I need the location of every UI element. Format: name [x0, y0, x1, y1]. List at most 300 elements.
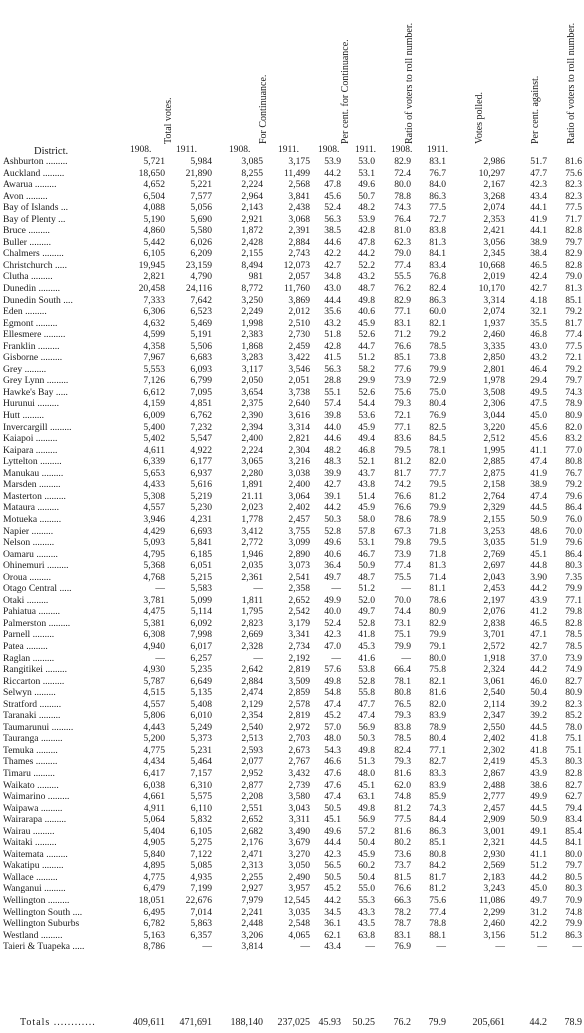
- cell-ratio-1908: 83.1: [394, 929, 411, 941]
- total-total-1911: 471,691: [179, 1017, 212, 1028]
- cell-total-1911: —: [202, 941, 212, 953]
- district-name: Wairau .........: [3, 825, 55, 837]
- cell-ratio-1908: 76.4: [394, 213, 411, 225]
- cell-pct-against: 43.0: [530, 340, 547, 352]
- cell-cont-1908: 1,778: [241, 513, 263, 525]
- district-name: Palmerston .........: [3, 617, 71, 629]
- cell-votes-polled: 3,156: [483, 929, 505, 941]
- cell-ratio-1908: 75.1: [394, 629, 411, 641]
- cell-votes-polled: 3,220: [483, 421, 505, 433]
- cell-votes-polled: 2,321: [483, 837, 505, 849]
- cell-ratio-1911: 74.3: [429, 802, 446, 814]
- cell-ratio-1911: 77.5: [429, 202, 446, 214]
- table-body: [0, 156, 584, 953]
- cell-pct-against: 48.6: [530, 525, 547, 537]
- cell-ratio-against: 83.4: [565, 814, 582, 826]
- cell-total-1911: 5,235: [190, 664, 212, 676]
- cell-total-1911: 4,935: [190, 871, 212, 883]
- cell-pct-against: 43.9: [530, 767, 547, 779]
- district-name: Marsden .........: [3, 479, 61, 491]
- cell-cont-1911: 2,490: [288, 871, 310, 883]
- cell-ratio-against: 78.5: [565, 640, 582, 652]
- cell-cont-1908: 2,513: [241, 733, 263, 745]
- cell-ratio-1911: 78.9: [429, 721, 446, 733]
- cell-pct-1911: 55.8: [358, 687, 375, 699]
- district-name: Dunedin South ....: [3, 294, 73, 306]
- cell-pct-1911: 46.8: [358, 444, 375, 456]
- cell-pct-1908: 44.2: [324, 167, 341, 179]
- cell-total-1911: 23,159: [185, 259, 212, 271]
- cell-pct-1911: 49.4: [358, 433, 375, 445]
- cell-cont-1908: 2,927: [241, 883, 263, 895]
- cell-total-1908: 6,479: [143, 883, 165, 895]
- cell-ratio-1908: 73.1: [394, 617, 411, 629]
- cell-ratio-1911: 75.0: [429, 386, 446, 398]
- year-total-1908: 1908.: [130, 145, 152, 155]
- cell-pct-1911: 58.2: [358, 363, 375, 375]
- cell-pct-1911: 53.1: [358, 537, 375, 549]
- cell-total-1908: 4,895: [143, 860, 165, 872]
- cell-ratio-1908: 75.6: [394, 386, 411, 398]
- cell-ratio-1908: 77.4: [394, 560, 411, 572]
- cell-ratio-1911: 75.6: [429, 895, 446, 906]
- cell-pct-1911: 50.7: [358, 190, 375, 202]
- cell-cont-1908: 2,023: [241, 502, 263, 514]
- cell-pct-1911: 47.4: [358, 710, 375, 722]
- cell-ratio-1911: 79.2: [429, 329, 446, 341]
- cell-total-1911: 7,199: [190, 883, 212, 895]
- cell-pct-1908: 47.0: [324, 640, 341, 652]
- cell-pct-1911: 44.2: [358, 248, 375, 260]
- cell-total-1911: 5,580: [190, 225, 212, 237]
- header-votes-polled: Votes polled.: [474, 91, 485, 144]
- cell-total-1911: 6,799: [190, 375, 212, 387]
- cell-cont-1911: 2,821: [288, 433, 310, 445]
- table-row: [0, 595, 584, 607]
- cell-pct-against: 46.4: [530, 363, 547, 375]
- cell-ratio-against: 79.9: [565, 583, 582, 595]
- cell-pct-1911: 52.2: [358, 259, 375, 271]
- cell-pct-1911: 45.9: [358, 421, 375, 433]
- cell-cont-1908: 2,390: [241, 410, 263, 422]
- cell-total-1911: 6,357: [190, 929, 212, 941]
- district-name: Taumarunui .........: [3, 721, 74, 733]
- cell-ratio-1911: 84.5: [429, 433, 446, 445]
- cell-ratio-1911: 82.0: [429, 698, 446, 710]
- cell-total-1911: 6,257: [190, 652, 212, 664]
- cell-pct-against: 45.0: [530, 410, 547, 422]
- cell-votes-polled: 2,764: [483, 490, 505, 502]
- cell-votes-polled: 2,850: [483, 352, 505, 364]
- cell-ratio-against: 82.8: [565, 767, 582, 779]
- cell-ratio-1908: 74.2: [394, 479, 411, 491]
- cell-votes-polled: 3,056: [483, 236, 505, 248]
- cell-ratio-1908: 74.3: [394, 202, 411, 214]
- cell-ratio-against: 74.9: [565, 664, 582, 676]
- cell-pct-against: 43.9: [530, 594, 547, 606]
- cell-votes-polled: 2,838: [483, 617, 505, 629]
- cell-pct-against: 49.9: [530, 791, 547, 803]
- table-row: [0, 341, 584, 353]
- cell-cont-1911: 2,568: [288, 179, 310, 191]
- cell-pct-against: 49.7: [530, 895, 547, 906]
- cell-cont-1911: 2,819: [288, 710, 310, 722]
- cell-cont-1908: 2,361: [241, 571, 263, 583]
- cell-total-1908: 4,557: [143, 698, 165, 710]
- cell-ratio-1908: 75.5: [394, 571, 411, 583]
- cell-pct-1908: 34.8: [324, 271, 341, 283]
- cell-cont-1911: 3,073: [288, 560, 310, 572]
- cell-ratio-1908: 71.2: [394, 329, 411, 341]
- cell-pct-1908: 44.4: [324, 837, 341, 849]
- cell-total-1908: 4,652: [143, 179, 165, 191]
- cell-total-1911: 7,232: [190, 421, 212, 433]
- cell-votes-polled: 1,918: [483, 652, 505, 664]
- cell-votes-polled: 2,324: [483, 664, 505, 676]
- table-row: [0, 445, 584, 457]
- cell-ratio-1911: 84.2: [429, 860, 446, 872]
- cell-pct-1911: 57.2: [358, 825, 375, 837]
- cell-cont-1908: 2,313: [241, 860, 263, 872]
- cell-votes-polled: 2,158: [483, 479, 505, 491]
- district-name: Awarua .........: [3, 179, 57, 191]
- cell-pct-1908: 44.4: [324, 294, 341, 306]
- district-name: Kaipara .........: [3, 444, 58, 456]
- table-row: [0, 826, 584, 838]
- cell-total-1908: 5,200: [143, 733, 165, 745]
- cell-total-1908: 5,163: [143, 929, 165, 941]
- cell-cont-1911: 3,755: [288, 525, 310, 537]
- table-row: [0, 248, 584, 260]
- cell-ratio-1911: 78.1: [429, 444, 446, 456]
- cell-cont-1911: 2,972: [288, 721, 310, 733]
- district-name: Hawke's Bay .....: [3, 386, 68, 398]
- cell-pct-against: 3.90: [530, 571, 547, 583]
- cell-total-1911: 5,690: [190, 213, 212, 225]
- cell-total-1908: 4,632: [143, 317, 165, 329]
- cell-pct-1908: 55.1: [324, 386, 341, 398]
- cell-pct-1911: 50.9: [358, 560, 375, 572]
- cell-ratio-1911: 83.8: [429, 225, 446, 237]
- cell-pct-1911: 48.7: [358, 571, 375, 583]
- district-name: Oamaru .........: [3, 548, 58, 560]
- district-name: Parnell .........: [3, 629, 55, 641]
- cell-pct-1908: 57.0: [324, 721, 341, 733]
- cell-cont-1911: 3,314: [288, 421, 310, 433]
- cell-cont-1908: —: [253, 652, 263, 664]
- cell-ratio-1911: 84.0: [429, 179, 446, 191]
- cell-ratio-1911: 80.9: [429, 606, 446, 618]
- cell-pct-against: 43.2: [530, 352, 547, 364]
- cell-ratio-against: 70.9: [565, 895, 582, 906]
- cell-cont-1911: 2,652: [288, 594, 310, 606]
- cell-cont-1908: 1,868: [241, 340, 263, 352]
- cell-pct-against: 44.5: [530, 721, 547, 733]
- table-row: [0, 526, 584, 538]
- cell-cont-1908: 2,551: [241, 802, 263, 814]
- district-name: Riccarton .........: [3, 675, 65, 687]
- cell-votes-polled: 3,314: [483, 294, 505, 306]
- cell-votes-polled: 2,167: [483, 179, 505, 191]
- cell-pct-1911: 60.2: [358, 860, 375, 872]
- cell-pct-1908: 47.6: [324, 779, 341, 791]
- cell-total-1911: 22,676: [185, 895, 212, 906]
- cell-pct-1908: 51.8: [324, 329, 341, 341]
- table-row: [0, 387, 584, 399]
- cell-ratio-against: 82.3: [565, 190, 582, 202]
- cell-ratio-against: 80.5: [565, 871, 582, 883]
- cell-cont-1908: 2,129: [241, 698, 263, 710]
- cell-total-1908: 6,782: [143, 918, 165, 930]
- cell-total-1911: 5,373: [190, 733, 212, 745]
- cell-total-1908: 4,775: [143, 744, 165, 756]
- table-row: [0, 629, 584, 641]
- cell-pct-1911: 50.4: [358, 871, 375, 883]
- cell-pct-1908: —: [331, 652, 341, 664]
- cell-ratio-1911: 82.1: [429, 675, 446, 687]
- cell-votes-polled: 10,170: [478, 283, 505, 295]
- cell-total-1911: 5,230: [190, 502, 212, 514]
- cell-ratio-1911: 85.1: [429, 837, 446, 849]
- cell-ratio-against: —: [572, 941, 582, 953]
- cell-pct-1908: 56.3: [324, 363, 341, 375]
- cell-pct-1911: 43.5: [358, 918, 375, 930]
- cell-total-1908: 5,368: [143, 560, 165, 572]
- cell-votes-polled: 3,035: [483, 537, 505, 549]
- cell-pct-1911: 51.3: [358, 756, 375, 768]
- table-row: [0, 883, 584, 895]
- cell-ratio-against: 82.3: [565, 179, 582, 191]
- cell-votes-polled: 3,243: [483, 883, 505, 895]
- cell-total-1908: 4,930: [143, 664, 165, 676]
- cell-pct-1911: 45.9: [358, 502, 375, 514]
- cell-ratio-1911: 76.8: [429, 271, 446, 283]
- district-name: Nelson .........: [3, 537, 55, 549]
- cell-pct-1908: 47.6: [324, 767, 341, 779]
- cell-cont-1911: 2,859: [288, 687, 310, 699]
- cell-cont-1908: 2,176: [241, 837, 263, 849]
- cell-ratio-against: 82.8: [565, 617, 582, 629]
- cell-pct-against: 38.4: [530, 248, 547, 260]
- cell-votes-polled: 2,402: [483, 733, 505, 745]
- cell-pct-against: 45.3: [530, 756, 547, 768]
- district-name: Avon .........: [3, 190, 48, 202]
- cell-votes-polled: 2,930: [483, 848, 505, 860]
- cell-total-1911: 7,014: [190, 906, 212, 918]
- cell-ratio-1908: 78.7: [394, 918, 411, 930]
- cell-pct-1911: 53.1: [358, 167, 375, 179]
- cell-ratio-against: 78.5: [565, 629, 582, 641]
- cell-pct-1908: 56.3: [324, 213, 341, 225]
- cell-total-1908: 5,190: [143, 213, 165, 225]
- table-row: [0, 710, 584, 722]
- cell-total-1908: 18,051: [138, 895, 165, 906]
- cell-ratio-1908: 77.4: [394, 259, 411, 271]
- cell-pct-against: 42.3: [530, 179, 547, 191]
- cell-pct-against: 39.2: [530, 710, 547, 722]
- cell-pct-against: 47.1: [530, 629, 547, 641]
- cell-ratio-1911: 81.3: [429, 236, 446, 248]
- cell-ratio-1911: 86.3: [429, 825, 446, 837]
- cell-ratio-1908: 85.1: [394, 352, 411, 364]
- cell-pct-against: 41.9: [530, 467, 547, 479]
- district-name: Thames .........: [3, 756, 58, 768]
- cell-cont-1911: 3,038: [288, 467, 310, 479]
- total-cont-1908: 188,140: [230, 1017, 263, 1028]
- cell-total-1908: —: [155, 652, 165, 664]
- cell-total-1908: 6,308: [143, 629, 165, 641]
- cell-ratio-1908: 76.9: [394, 941, 411, 953]
- cell-ratio-1908: 62.3: [394, 236, 411, 248]
- table-row: [0, 375, 584, 387]
- cell-pct-1908: 47.4: [324, 791, 341, 803]
- cell-votes-polled: 2,076: [483, 606, 505, 618]
- cell-cont-1911: 3,432: [288, 767, 310, 779]
- cell-cont-1908: 2,474: [241, 687, 263, 699]
- cell-cont-1911: 2,548: [288, 918, 310, 930]
- cell-cont-1908: —: [253, 583, 263, 595]
- cell-total-1911: 5,191: [190, 329, 212, 341]
- total-votes-polled: 205,661: [472, 1017, 505, 1028]
- cell-votes-polled: 2,074: [483, 306, 505, 318]
- cell-total-1911: 5,219: [190, 490, 212, 502]
- cell-total-1908: 5,400: [143, 421, 165, 433]
- cell-cont-1908: 2,208: [241, 791, 263, 803]
- cell-ratio-1908: 82.9: [394, 156, 411, 167]
- table-row: [0, 433, 584, 445]
- cell-pct-against: 44.8: [530, 560, 547, 572]
- cell-ratio-1908: 78.6: [394, 513, 411, 525]
- cell-total-1908: 8,786: [143, 941, 165, 953]
- cell-cont-1911: 2,734: [288, 640, 310, 652]
- cell-cont-1911: 2,438: [288, 202, 310, 214]
- cell-ratio-1908: 77.1: [394, 306, 411, 318]
- cell-ratio-1911: 88.1: [429, 929, 446, 941]
- cell-pct-1908: 50.5: [324, 871, 341, 883]
- district-name: Rangitikei .........: [3, 664, 67, 676]
- district-name: Buller .........: [3, 236, 51, 248]
- cell-total-1911: 5,221: [190, 179, 212, 191]
- cell-pct-1908: 45.1: [324, 814, 341, 826]
- cell-pct-1908: 39.8: [324, 410, 341, 422]
- cell-pct-1911: 45.1: [358, 779, 375, 791]
- table-row: [0, 664, 584, 676]
- cell-cont-1908: 8,772: [241, 283, 263, 295]
- cell-pct-1908: 50.3: [324, 513, 341, 525]
- cell-ratio-1911: 81.7: [429, 871, 446, 883]
- district-name: Dunedin .........: [3, 283, 61, 295]
- district-name: Taieri & Tuapeka .....: [3, 941, 85, 953]
- cell-pct-1911: 41.8: [358, 629, 375, 641]
- cell-pct-against: 50.9: [530, 814, 547, 826]
- cell-cont-1911: 2,767: [288, 756, 310, 768]
- cell-pct-against: 45.1: [530, 548, 547, 560]
- cell-total-1911: 5,547: [190, 433, 212, 445]
- cell-cont-1908: 2,328: [241, 640, 263, 652]
- table-row: [0, 676, 584, 688]
- cell-pct-against: 42.2: [530, 918, 547, 930]
- district-name: Timaru .........: [3, 767, 55, 779]
- cell-votes-polled: 11,086: [478, 895, 505, 906]
- table-row: [0, 364, 584, 376]
- cell-pct-1911: 49.8: [358, 744, 375, 756]
- cell-ratio-against: 79.8: [565, 606, 582, 618]
- cell-votes-polled: 2,697: [483, 560, 505, 572]
- cell-pct-1911: 40.6: [358, 306, 375, 318]
- cell-cont-1908: 2,035: [241, 560, 263, 572]
- cell-cont-1908: 2,593: [241, 744, 263, 756]
- cell-pct-1908: 44.2: [324, 895, 341, 906]
- table-row: [0, 295, 584, 307]
- cell-pct-1908: 48.2: [324, 444, 341, 456]
- cell-total-1911: 6,185: [190, 548, 212, 560]
- cell-pct-1911: 43.7: [358, 467, 375, 479]
- cell-ratio-1911: 81.2: [429, 883, 446, 895]
- district-name: Eden .........: [3, 306, 47, 318]
- cell-cont-1908: 1,795: [241, 606, 263, 618]
- cell-total-1908: 3,946: [143, 513, 165, 525]
- cell-total-1911: 5,464: [190, 756, 212, 768]
- total-pct-1908: 45.93: [318, 1017, 341, 1028]
- cell-pct-1908: 52.8: [324, 525, 341, 537]
- cell-pct-1911: 45.9: [358, 848, 375, 860]
- cell-cont-1911: 2,730: [288, 329, 310, 341]
- cell-pct-1911: —: [365, 941, 375, 953]
- cell-total-1911: 5,506: [190, 340, 212, 352]
- cell-total-1911: 5,249: [190, 721, 212, 733]
- cell-cont-1911: 2,051: [288, 375, 310, 387]
- cell-ratio-1911: 72.7: [429, 213, 446, 225]
- cell-pct-1908: 49.9: [324, 594, 341, 606]
- cell-pct-1911: 56.9: [358, 721, 375, 733]
- cell-pct-1908: 39.1: [324, 490, 341, 502]
- cell-ratio-against: 82.9: [565, 248, 582, 260]
- cell-ratio-1911: 82.9: [429, 617, 446, 629]
- cell-ratio-against: 79.0: [565, 271, 582, 283]
- cell-pct-1908: 45.2: [324, 883, 341, 895]
- cell-ratio-1911: 71.8: [429, 525, 446, 537]
- cell-total-1908: 7,967: [143, 352, 165, 364]
- cell-pct-against: 47.4: [530, 490, 547, 502]
- cell-pct-1908: 36.1: [324, 918, 341, 930]
- cell-cont-1911: 3,175: [288, 156, 310, 167]
- cell-pct-against: 42.7: [530, 640, 547, 652]
- cell-pct-against: 41.8: [530, 744, 547, 756]
- cell-pct-1911: 54.4: [358, 398, 375, 410]
- cell-pct-1908: 44.6: [324, 433, 341, 445]
- cell-ratio-1911: 83.1: [429, 156, 446, 167]
- district-name: Bay of Plenty ...: [3, 213, 66, 225]
- cell-pct-1911: 48.7: [358, 283, 375, 295]
- header-per-cent-for: Per cent. for Continuance.: [340, 39, 351, 144]
- cell-votes-polled: 2,302: [483, 744, 505, 756]
- cell-ratio-1911: 82.1: [429, 317, 446, 329]
- cell-cont-1908: 2,143: [241, 202, 263, 214]
- cell-ratio-against: 86.3: [565, 929, 582, 941]
- cell-total-1908: 4,088: [143, 202, 165, 214]
- cell-cont-1908: 2,884: [241, 675, 263, 687]
- cell-pct-1911: 58.0: [358, 513, 375, 525]
- total-pct-1911: 50.25: [352, 1017, 375, 1028]
- cell-ratio-1911: 79.9: [429, 502, 446, 514]
- cell-ratio-1908: 73.7: [394, 860, 411, 872]
- cell-pct-against: 41.8: [530, 733, 547, 745]
- district-name: Wakatipu .........: [3, 860, 64, 872]
- cell-ratio-1908: 77.1: [394, 421, 411, 433]
- cell-ratio-against: 75.1: [565, 744, 582, 756]
- cell-cont-1908: 3,814: [241, 941, 263, 953]
- cell-pct-against: 35.5: [530, 317, 547, 329]
